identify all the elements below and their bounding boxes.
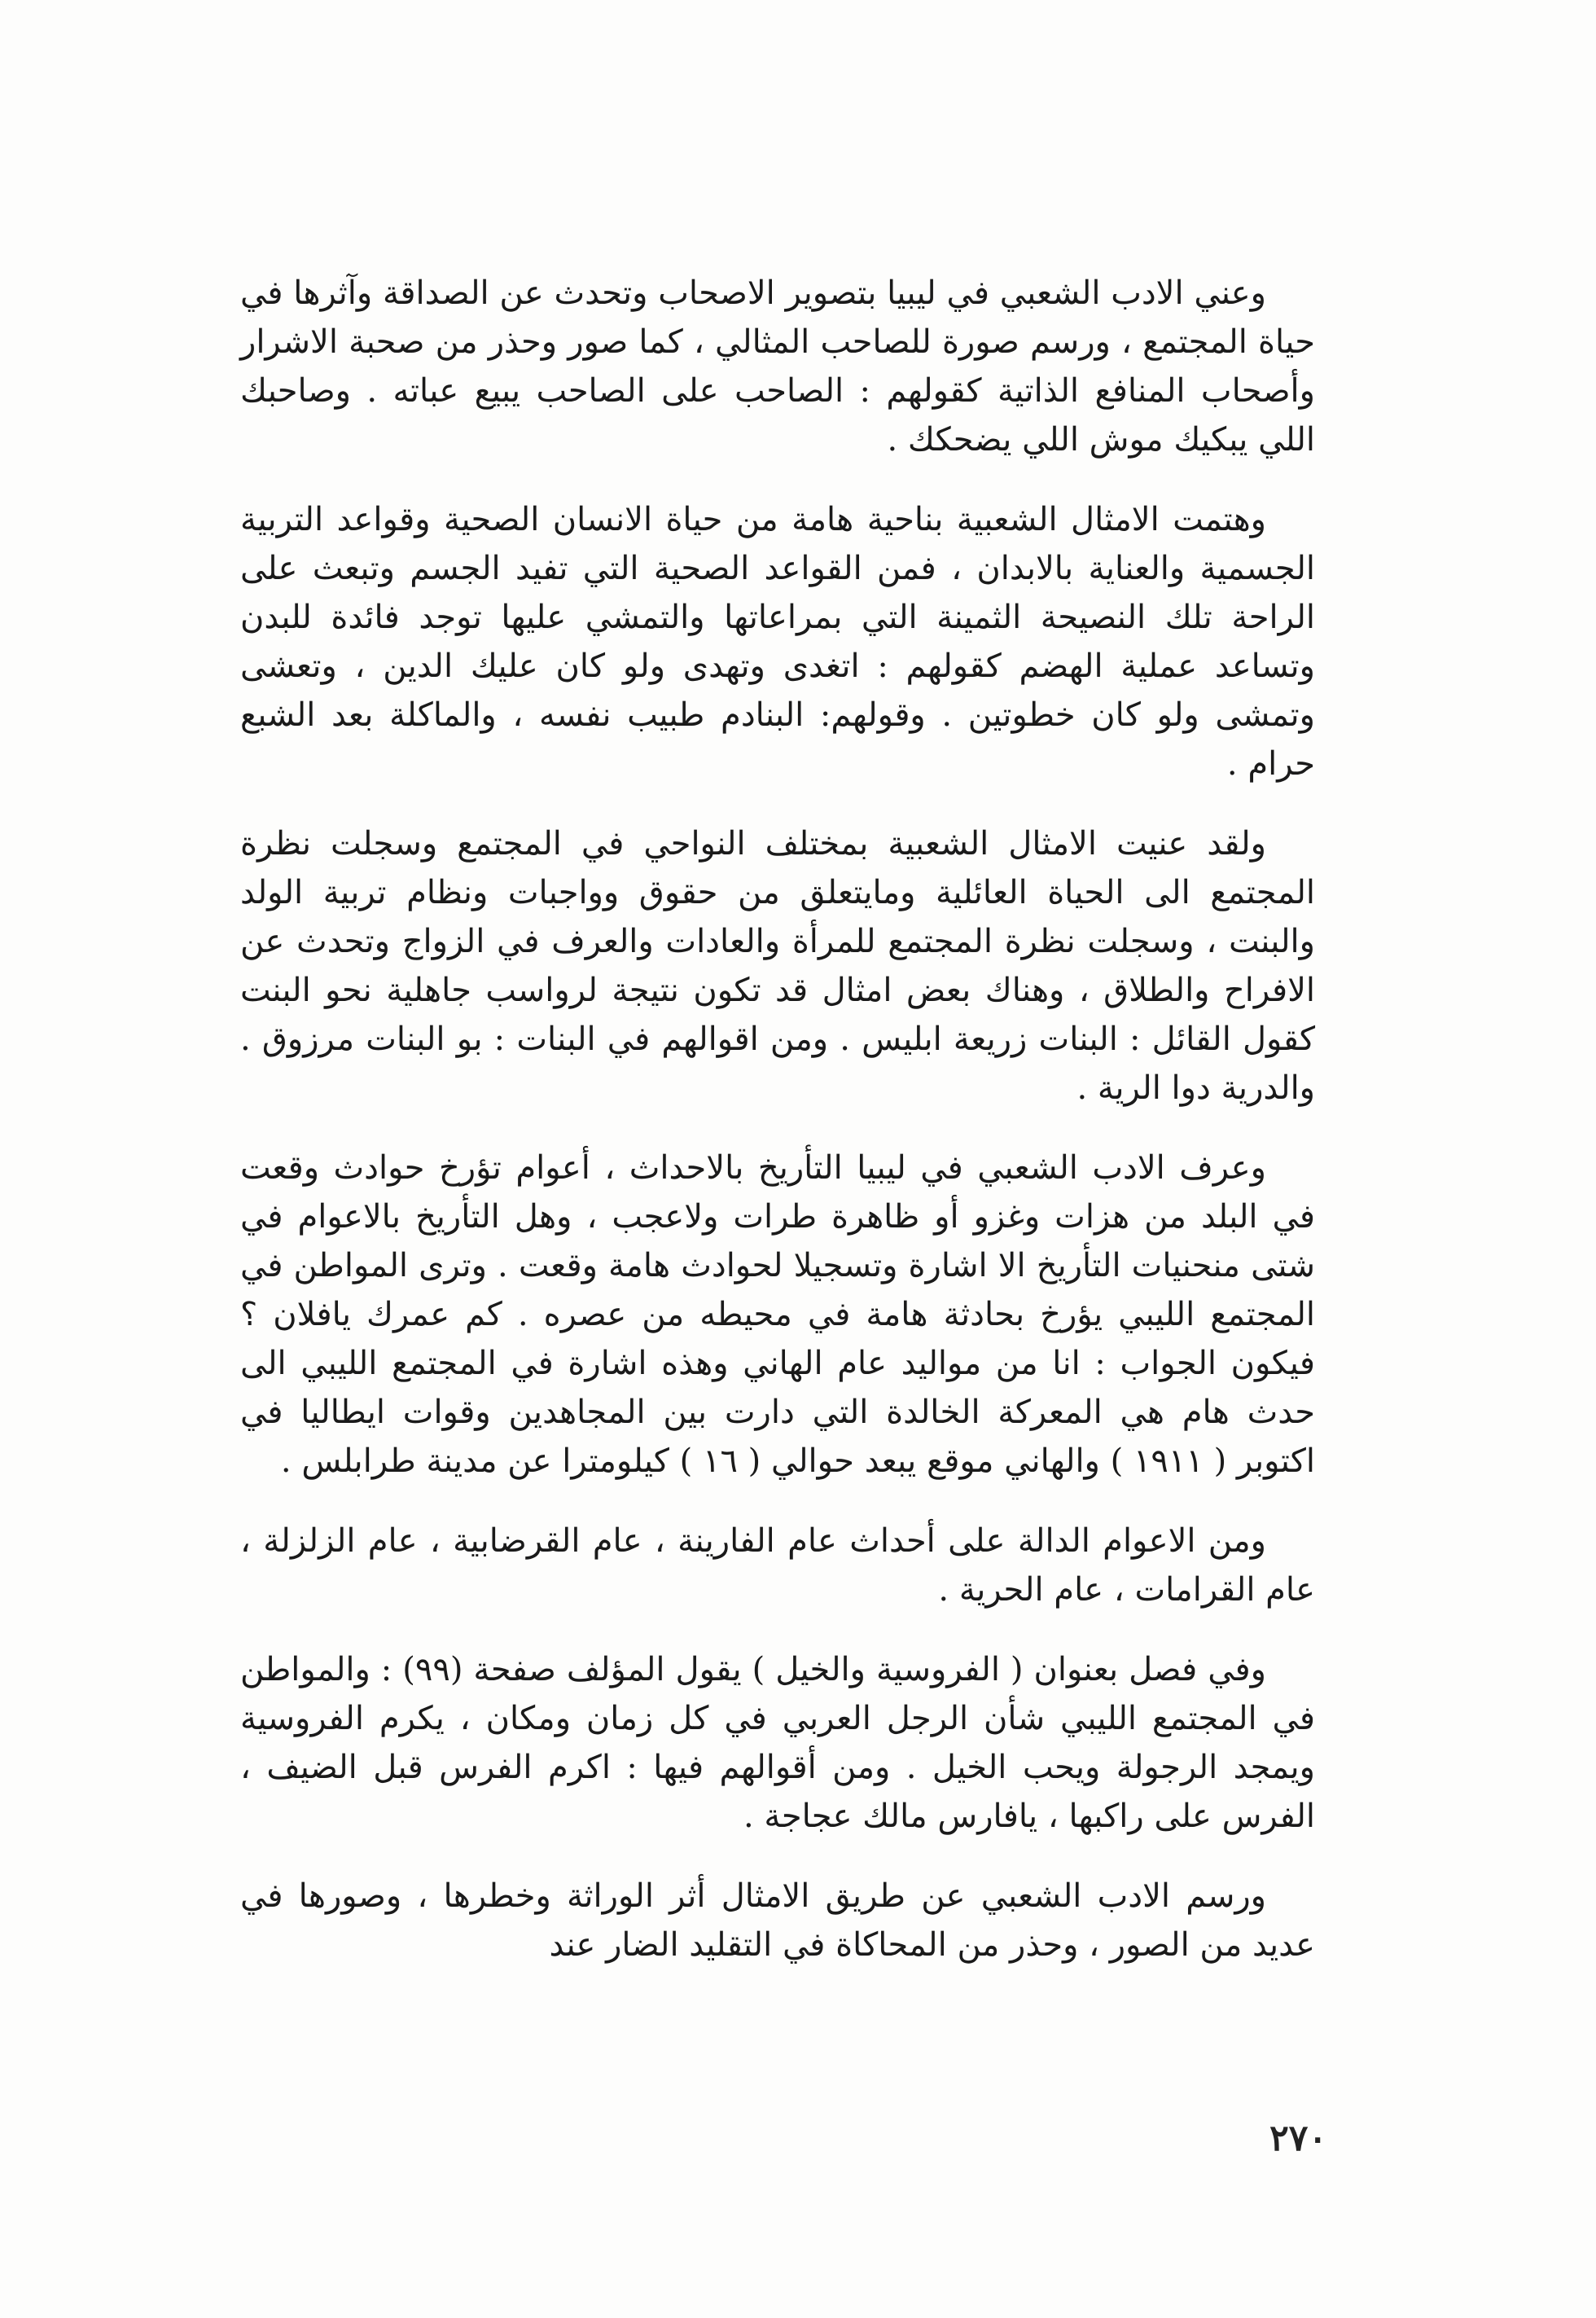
- body-text: [240, 269, 1315, 2000]
- page-number: ٢٧٠: [1269, 2118, 1327, 2159]
- paragraph-health: وهتمت الامثال الشعبية بناحية هامة من حياة الانسان الصحية وقواعد التربية الجسمية والعناية بالابدان ، فمن القواعد الصحية التي تفيد الجسم وتبعث على الراحة تلك النصيحة الثمينة التي بمراعاتها والتمشي عليها توجد فائدة للبدن وتساعد عملية الهضم كقولهم : اتغدى وتهدى ولو كان عليك الدين ، وتعشى وتمشى ولو كان خطوتين . وقولهم: البنادم طبيب نفسه ، والماكلة بعد الشبع حرام .: [240, 501, 1315, 783]
- paragraph-horsemanship: وفي فصل بعنوان ( الفروسية والخيل ) يقول المؤلف صفحة (٩٩) : والمواطن في المجتمع الليبي شأن الرجل العربي في كل زمان ومكان ، يكرم الفروسية ويمجد الرجولة ويحب الخيل . ومن أقوالهم فيها : اكرم الفرس قبل الضيف ، الفرس على راكبها ، يافارس مالك عجاجة .: [240, 1651, 1315, 1835]
- paragraph-history-dating: وعرف الادب الشعبي في ليبيا التأريخ بالاحداث ، أعوام تؤرخ حوادث وقعت في البلد من هزات وغزو أو ظاهرة طرات ولاعجب ، وهل التأريخ بالاعوام في شتى منحنيات التأريخ الا اشارة وتسجيلا لحوادث هامة وقعت . وترى المواطن في المجتمع الليبي يؤرخ بحادثة هامة في محيطه من عصره . كم عمرك يافلان ؟ فيكون الجواب : انا من مواليد عام الهاني وهذه اشارة في المجتمع الليبي الى حدث هام هي المعركة الخالدة التي دارت بين المجاهدين وقوات ايطاليا في اكتوبر ( ١٩١١ ) والهاني موقع يبعد حوالي ( ١٦ ) كيلومترا عن مدينة طرابلس .: [240, 1149, 1315, 1480]
- paragraph-heredity: ورسم الادب الشعبي عن طريق الامثال أثر الوراثة وخطرها ، وصورها في عديد من الصور ، وحذر من المحاكاة في التقليد الضار عند: [240, 1877, 1315, 1964]
- paragraph-family: ولقد عنيت الامثال الشعبية بمختلف النواحي في المجتمع وسجلت نظرة المجتمع الى الحياة العائلية ومايتعلق من حقوق وواجبات ونظام تربية الولد والبنت ، وسجلت نظرة المجتمع للمرأة والعادات والعرف في الزواج وتحدث عن الافراح والطلاق ، وهناك بعض امثال قد تكون نتيجة لرواسب جاهلية نحو البنت كقول القائل : البنات زريعة ابليس . ومن اقوالهم في البنات : بو البنات مرزوق . والدرية دوا الرية .: [240, 825, 1315, 1107]
- paragraph-friendship: وعني الادب الشعبي في ليبيا بتصوير الاصحاب وتحدث عن الصداقة وآثرها في حياة المجتمع ، ورسم صورة للصاحب المثالي ، كما صور وحذر من صحبة الاشرار وأصحاب المنافع الذاتية كقولهم : الصاحب على الصاحب يبيع عباته . وصاحبك اللي يبكيك موش اللي يضحكك .: [240, 274, 1315, 459]
- paragraph-years: ومن الاعوام الدالة على أحداث عام الفارينة ، عام القرضابية ، عام الزلزلة ، عام القرامات ، عام الحرية .: [240, 1522, 1315, 1609]
